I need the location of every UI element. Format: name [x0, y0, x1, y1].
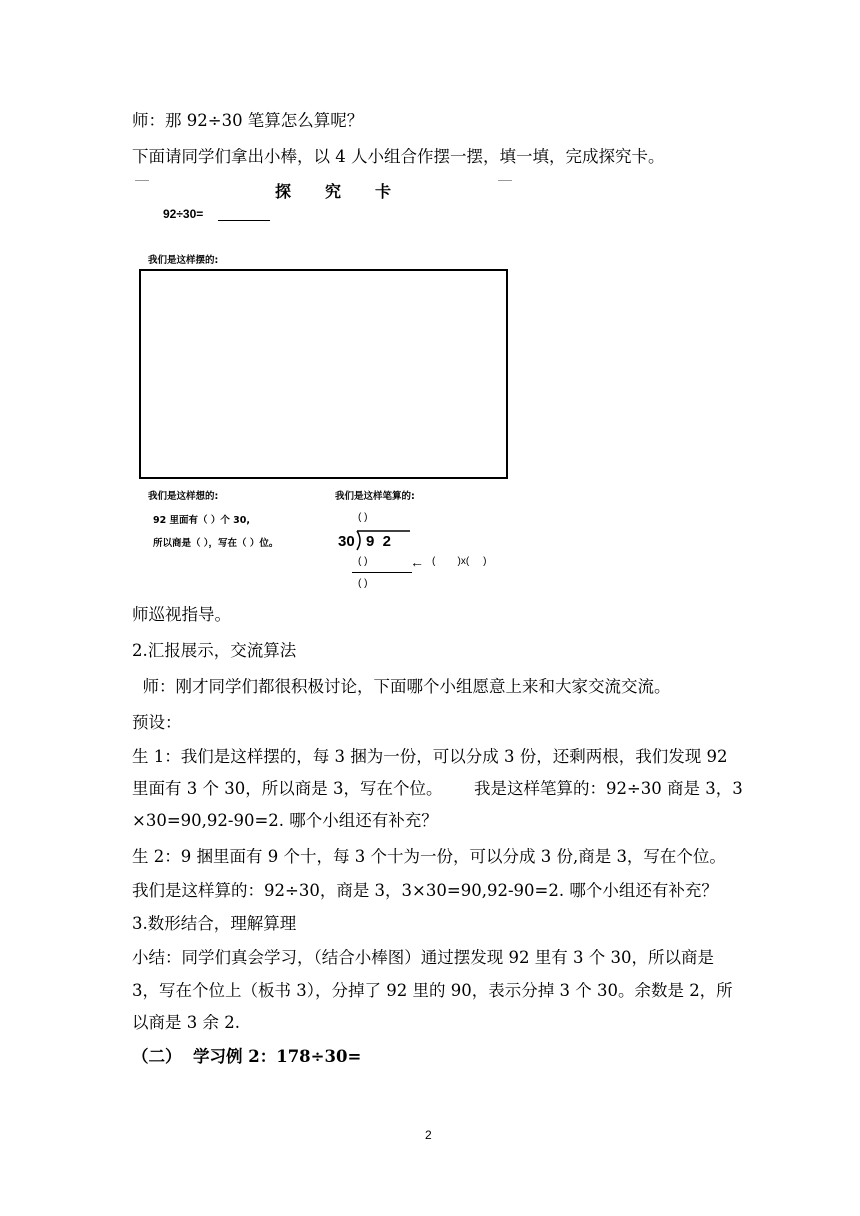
text-line: 生 1：我们是这样摆的，每 3 捆为一份，可以分成 3 份，还剩两根，我们发现 92 — [132, 747, 728, 766]
text-line: 2.汇报展示，交流算法 — [132, 641, 297, 660]
arrange-label: 我们是这样摆的: — [148, 255, 219, 266]
answer-blank — [218, 220, 270, 221]
text-line: ×30=90,92-90=2. 哪个小组还有补充？ — [132, 811, 438, 830]
product-blank: ( ) — [358, 556, 368, 567]
text-line: 小结：同学们真会学习，（结合小棒图）通过摆发现 92 里有 3 个 30，所以商是 — [132, 948, 714, 967]
text-line: 以商是 3 余 2. — [132, 1013, 240, 1032]
text-line: 3，写在个位上（板书 3），分掉了 92 里的 90，表示分掉 3 个 30。余数是 2，所 — [132, 981, 733, 1000]
card-corner-mark — [135, 180, 149, 181]
subtraction-line — [352, 572, 412, 573]
think-label: 我们是这样想的: — [148, 491, 219, 502]
think-line-2: 所以商是（ ），写在（ ）位。 — [153, 538, 279, 549]
text-line: 预设： — [132, 713, 182, 732]
calc-label: 我们是这样笔算的: — [335, 491, 415, 502]
drawing-box — [139, 269, 508, 479]
section-heading: （二） 学习例 2：178÷30= — [132, 1047, 362, 1066]
text-line: 师：那 92÷30 笔算怎么算呢？ — [132, 111, 364, 130]
card-equation: 92÷30= — [163, 207, 204, 221]
text-line: 生 2：9 捆里面有 9 个十，每 3 个十为一份，可以分成 3 份,商是 3，写在个位。 — [132, 847, 726, 866]
text-line: 我们是这样算的：92÷30，商是 3，3×30=90,92-90=2. 哪个小组还有补充？ — [132, 881, 718, 900]
page-number: 2 — [425, 1128, 432, 1142]
divisor: 30 — [338, 533, 355, 550]
text-line: 师：刚才同学们都很积极讨论，下面哪个小组愿意上来和大家交流交流。 — [132, 677, 671, 696]
formula-hint: ( )x( ) — [432, 556, 487, 567]
dividend: 9 2 — [366, 533, 392, 550]
text-line: 下面请同学们拿出小棒，以 4 人小组合作摆一摆，填一填，完成探究卡。 — [132, 147, 665, 166]
remainder-blank: ( ) — [358, 578, 368, 589]
text-line: 师巡视指导。 — [132, 605, 231, 624]
card-title: 探究卡 — [275, 182, 426, 201]
think-line-1: 92 里面有（ ）个 30, — [153, 515, 250, 526]
arrow-icon: ← — [410, 554, 424, 570]
quotient-blank: ( ) — [358, 512, 368, 523]
card-corner-mark — [498, 180, 512, 181]
text-line: 里面有 3 个 30，所以商是 3，写在个位。 我是这样笔算的：92÷30 商是 3，3 — [132, 779, 743, 798]
text-line: 3.数形结合，理解算理 — [132, 914, 297, 933]
